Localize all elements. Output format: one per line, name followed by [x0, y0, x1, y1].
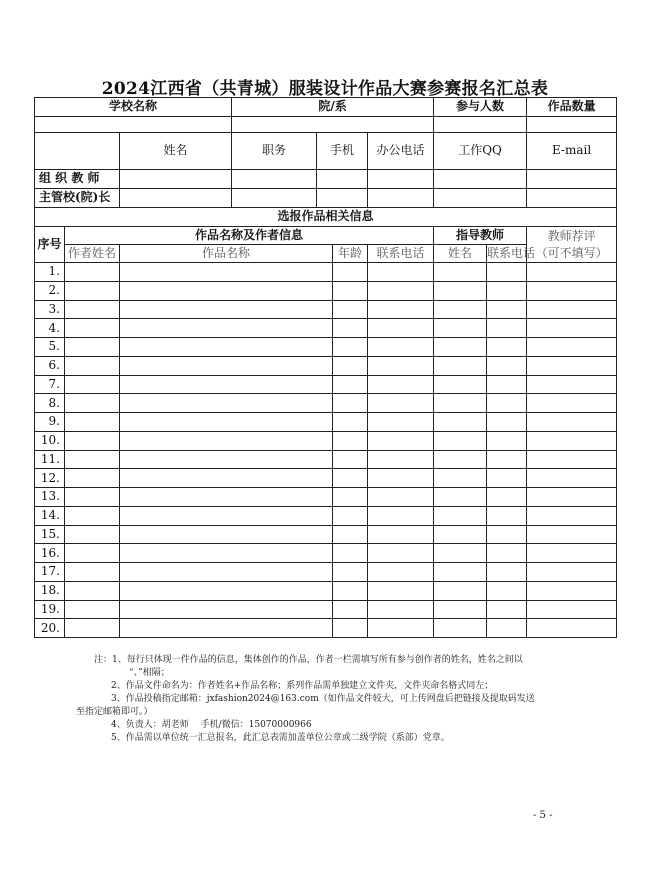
row-number: 15. [35, 525, 65, 544]
teacher-phone-cell[interactable] [487, 394, 527, 413]
work-name-cell[interactable] [120, 431, 333, 450]
participants-field[interactable] [434, 117, 527, 133]
row-number: 10. [35, 431, 65, 450]
table-row [35, 300, 617, 319]
author-name-cell[interactable] [65, 525, 120, 544]
review-cell[interactable] [527, 469, 617, 488]
row-number: 11. [35, 450, 65, 469]
works-count-field[interactable] [527, 117, 617, 133]
author-name-cell[interactable] [65, 300, 120, 319]
author-phone-cell[interactable] [368, 319, 434, 338]
work-name-cell[interactable] [120, 544, 333, 563]
author-phone-cell[interactable] [368, 469, 434, 488]
teacher-name-cell[interactable] [434, 319, 487, 338]
teacher-position-field[interactable] [232, 170, 317, 189]
review-header [527, 227, 617, 263]
table-row [35, 431, 617, 450]
row-number: 12. [35, 469, 65, 488]
age-cell[interactable] [333, 413, 368, 432]
table-row [35, 600, 617, 619]
author-phone-cell[interactable] [368, 300, 434, 319]
table-row [35, 469, 617, 488]
table-row [35, 356, 617, 375]
author-name-cell[interactable] [65, 263, 120, 282]
teacher-phone-cell[interactable] [487, 431, 527, 450]
teacher-qq-field[interactable] [434, 170, 527, 189]
row-number: 5. [35, 338, 65, 357]
row-number: 9. [35, 413, 65, 432]
contact-header-office-phone: 办公电话 [368, 133, 434, 170]
age-cell[interactable] [333, 450, 368, 469]
work-name-cell[interactable] [120, 263, 333, 282]
teacher-name-field[interactable] [120, 170, 232, 189]
age-cell[interactable] [333, 431, 368, 450]
teacher-phone-cell[interactable] [487, 356, 527, 375]
work-name-cell[interactable] [120, 281, 333, 300]
work-name-cell[interactable] [120, 581, 333, 600]
work-name-cell[interactable] [120, 450, 333, 469]
dean-qq-field[interactable] [434, 189, 527, 208]
author-name-cell[interactable] [65, 581, 120, 600]
review-header-line1: 教师荐评 [547, 228, 596, 243]
works-count-label: 作品数量 [527, 98, 617, 117]
teacher-name-cell[interactable] [434, 506, 487, 525]
author-phone-header: 联系电话 [368, 245, 434, 263]
author-name-cell[interactable] [65, 619, 120, 638]
row-number: 17. [35, 563, 65, 582]
author-phone-cell[interactable] [368, 544, 434, 563]
work-name-cell[interactable] [120, 488, 333, 507]
author-name-cell[interactable] [65, 319, 120, 338]
age-cell[interactable] [333, 300, 368, 319]
dean-mobile-field[interactable] [317, 189, 368, 208]
teacher-name-cell[interactable] [434, 263, 487, 282]
author-name-cell[interactable] [65, 563, 120, 582]
note-4: 4、负责人：胡老师 手机/微信：15070000966 [111, 720, 312, 730]
note-2: 2、作品文件命名为：作者姓名+作品名称；系列作品需单独建立文件夹，文件夹命名格式同左； [111, 681, 494, 691]
review-cell[interactable] [527, 525, 617, 544]
teacher-name-cell[interactable] [434, 338, 487, 357]
teacher-phone-cell[interactable] [487, 300, 527, 319]
note-5: 5、作品需以单位统一汇总报名，此汇总表需加盖单位公章或二级学院（系部）党章。 [111, 733, 450, 743]
author-phone-cell[interactable] [368, 563, 434, 582]
works-rows [35, 263, 617, 638]
teacher-phone-header: 联系电话 [487, 245, 527, 263]
row-number: 20. [35, 619, 65, 638]
school-name-field[interactable] [35, 117, 232, 133]
contact-row-teacher: 组 织 教 师 [35, 170, 120, 189]
age-cell[interactable] [333, 469, 368, 488]
department-label: 院/系 [232, 98, 434, 117]
review-header-line2: （可不填写） [535, 245, 608, 260]
review-cell[interactable] [527, 319, 617, 338]
teacher-phone-cell[interactable] [487, 281, 527, 300]
table-row [35, 563, 617, 582]
note-3a: 3、作品投稿指定邮箱：jxfashion2024@163.com（如作品文件较大，可上传网盘后把链接及提取码发送 [111, 694, 535, 704]
row-number: 7. [35, 375, 65, 394]
teacher-name-cell[interactable] [434, 525, 487, 544]
teacher-phone-cell[interactable] [487, 488, 527, 507]
section-title: 选报作品相关信息 [35, 208, 617, 227]
contact-header-name: 姓名 [120, 133, 232, 170]
author-name-cell[interactable] [65, 469, 120, 488]
teacher-name-cell[interactable] [434, 563, 487, 582]
teacher-name-cell[interactable] [434, 581, 487, 600]
participants-label: 参与人数 [434, 98, 527, 117]
review-cell[interactable] [527, 263, 617, 282]
teacher-name-cell[interactable] [434, 375, 487, 394]
review-cell[interactable] [527, 281, 617, 300]
work-name-cell[interactable] [120, 600, 333, 619]
review-cell[interactable] [527, 338, 617, 357]
teacher-office-field[interactable] [368, 170, 434, 189]
table-row [35, 581, 617, 600]
table-row [35, 450, 617, 469]
work-name-cell[interactable] [120, 413, 333, 432]
age-cell[interactable] [333, 263, 368, 282]
teacher-phone-cell[interactable] [487, 375, 527, 394]
table-row [35, 506, 617, 525]
teacher-phone-cell[interactable] [487, 338, 527, 357]
author-phone-cell[interactable] [368, 394, 434, 413]
table-row [35, 413, 617, 432]
author-phone-cell[interactable] [368, 413, 434, 432]
age-cell[interactable] [333, 581, 368, 600]
age-cell[interactable] [333, 394, 368, 413]
table-row [35, 619, 617, 638]
row-number: 18. [35, 581, 65, 600]
teacher-phone-cell[interactable] [487, 413, 527, 432]
teacher-group-header: 指导教师 [434, 227, 527, 245]
work-name-cell[interactable] [120, 619, 333, 638]
review-cell[interactable] [527, 394, 617, 413]
author-name-header: 作者姓名 [65, 245, 120, 263]
teacher-name-header: 姓名 [434, 245, 487, 263]
teacher-phone-cell[interactable] [487, 563, 527, 582]
age-cell[interactable] [333, 281, 368, 300]
age-cell[interactable] [333, 338, 368, 357]
row-number: 13. [35, 488, 65, 507]
author-phone-cell[interactable] [368, 525, 434, 544]
teacher-name-cell[interactable] [434, 281, 487, 300]
age-cell[interactable] [333, 319, 368, 338]
teacher-mobile-field[interactable] [317, 170, 368, 189]
work-name-header: 作品名称 [120, 245, 333, 263]
teacher-name-cell[interactable] [434, 300, 487, 319]
age-cell[interactable] [333, 356, 368, 375]
age-cell[interactable] [333, 600, 368, 619]
notes [76, 654, 564, 745]
row-number: 16. [35, 544, 65, 563]
registration-form-table [34, 97, 617, 638]
author-phone-cell[interactable] [368, 600, 434, 619]
teacher-name-cell[interactable] [434, 356, 487, 375]
teacher-phone-cell[interactable] [487, 450, 527, 469]
author-name-cell[interactable] [65, 600, 120, 619]
contact-header-mobile: 手机 [317, 133, 368, 170]
author-name-cell[interactable] [65, 394, 120, 413]
author-phone-cell[interactable] [368, 488, 434, 507]
page-number: - 5 - [533, 810, 553, 821]
age-cell[interactable] [333, 619, 368, 638]
author-phone-cell[interactable] [368, 375, 434, 394]
work-name-cell[interactable] [120, 319, 333, 338]
dean-name-field[interactable] [120, 189, 232, 208]
contact-row-dean: 主管校(院)长 [35, 189, 120, 208]
age-cell[interactable] [333, 525, 368, 544]
works-group-header: 作品名称及作者信息 [65, 227, 434, 245]
review-cell[interactable] [527, 375, 617, 394]
work-name-cell[interactable] [120, 469, 333, 488]
school-name-label: 学校名称 [35, 98, 232, 117]
note-1b: “、”相隔； [129, 668, 170, 678]
table-row [35, 375, 617, 394]
teacher-phone-cell[interactable] [487, 619, 527, 638]
row-number: 3. [35, 300, 65, 319]
author-name-cell[interactable] [65, 431, 120, 450]
contact-header-qq: 工作QQ [434, 133, 527, 170]
review-cell[interactable] [527, 563, 617, 582]
work-name-cell[interactable] [120, 506, 333, 525]
author-name-cell[interactable] [65, 506, 120, 525]
note-3b: 至指定邮箱即可。） [76, 707, 153, 717]
department-field[interactable] [232, 117, 434, 133]
author-name-cell[interactable] [65, 413, 120, 432]
work-name-cell[interactable] [120, 563, 333, 582]
teacher-phone-cell[interactable] [487, 469, 527, 488]
seq-header: 序号 [35, 227, 65, 263]
teacher-phone-cell[interactable] [487, 263, 527, 282]
table-row [35, 394, 617, 413]
dean-office-field[interactable] [368, 189, 434, 208]
table-row [35, 281, 617, 300]
author-name-cell[interactable] [65, 375, 120, 394]
age-cell[interactable] [333, 488, 368, 507]
review-cell[interactable] [527, 488, 617, 507]
teacher-phone-cell[interactable] [487, 600, 527, 619]
note-1a: 注：1、每行只体现一件作品的信息，集体创作的作品，作者一栏需填写所有参与创作者的姓名，姓名之间以 [94, 655, 523, 665]
teacher-name-cell[interactable] [434, 544, 487, 563]
table-row [35, 488, 617, 507]
review-cell[interactable] [527, 581, 617, 600]
author-phone-cell[interactable] [368, 581, 434, 600]
row-number: 19. [35, 600, 65, 619]
age-cell[interactable] [333, 506, 368, 525]
row-number: 6. [35, 356, 65, 375]
author-name-cell[interactable] [65, 544, 120, 563]
contact-header-email: E-mail [527, 133, 617, 170]
work-name-cell[interactable] [120, 394, 333, 413]
teacher-name-cell[interactable] [434, 488, 487, 507]
work-name-cell[interactable] [120, 300, 333, 319]
row-number: 8. [35, 394, 65, 413]
author-phone-cell[interactable] [368, 450, 434, 469]
contact-corner-cell [35, 133, 120, 170]
review-cell[interactable] [527, 431, 617, 450]
teacher-name-cell[interactable] [434, 619, 487, 638]
author-phone-cell[interactable] [368, 506, 434, 525]
table-row [35, 338, 617, 357]
author-name-cell[interactable] [65, 356, 120, 375]
dean-position-field[interactable] [232, 189, 317, 208]
age-cell[interactable] [333, 563, 368, 582]
review-cell[interactable] [527, 619, 617, 638]
teacher-phone-cell[interactable] [487, 319, 527, 338]
teacher-phone-cell[interactable] [487, 525, 527, 544]
author-phone-cell[interactable] [368, 338, 434, 357]
teacher-name-cell[interactable] [434, 413, 487, 432]
teacher-name-cell[interactable] [434, 431, 487, 450]
review-cell[interactable] [527, 300, 617, 319]
review-cell[interactable] [527, 356, 617, 375]
work-name-cell[interactable] [120, 356, 333, 375]
age-header: 年龄 [333, 245, 368, 263]
teacher-name-cell[interactable] [434, 450, 487, 469]
teacher-phone-cell[interactable] [487, 581, 527, 600]
table-row [35, 319, 617, 338]
review-cell[interactable] [527, 413, 617, 432]
author-phone-cell[interactable] [368, 263, 434, 282]
table-row [35, 525, 617, 544]
teacher-name-cell[interactable] [434, 394, 487, 413]
author-name-cell[interactable] [65, 450, 120, 469]
author-phone-cell[interactable] [368, 356, 434, 375]
work-name-cell[interactable] [120, 338, 333, 357]
row-number: 4. [35, 319, 65, 338]
author-name-cell[interactable] [65, 488, 120, 507]
author-phone-cell[interactable] [368, 431, 434, 450]
table-row [35, 263, 617, 282]
author-name-cell[interactable] [65, 338, 120, 357]
teacher-name-cell[interactable] [434, 600, 487, 619]
review-cell[interactable] [527, 544, 617, 563]
review-cell[interactable] [527, 506, 617, 525]
teacher-name-cell[interactable] [434, 469, 487, 488]
document-title: 2024江西省（共青城）服装设计作品大赛参赛报名汇总表 [101, 79, 549, 99]
age-cell[interactable] [333, 544, 368, 563]
contact-header-position: 职务 [232, 133, 317, 170]
author-phone-cell[interactable] [368, 281, 434, 300]
teacher-phone-cell[interactable] [487, 544, 527, 563]
row-number: 1. [35, 263, 65, 282]
dean-email-field[interactable] [527, 189, 617, 208]
review-cell[interactable] [527, 600, 617, 619]
row-number: 14. [35, 506, 65, 525]
work-name-cell[interactable] [120, 525, 333, 544]
review-cell[interactable] [527, 450, 617, 469]
work-name-cell[interactable] [120, 375, 333, 394]
author-phone-cell[interactable] [368, 619, 434, 638]
row-number: 2. [35, 281, 65, 300]
table-row [35, 544, 617, 563]
author-name-cell[interactable] [65, 281, 120, 300]
age-cell[interactable] [333, 375, 368, 394]
teacher-email-field[interactable] [527, 170, 617, 189]
teacher-phone-cell[interactable] [487, 506, 527, 525]
